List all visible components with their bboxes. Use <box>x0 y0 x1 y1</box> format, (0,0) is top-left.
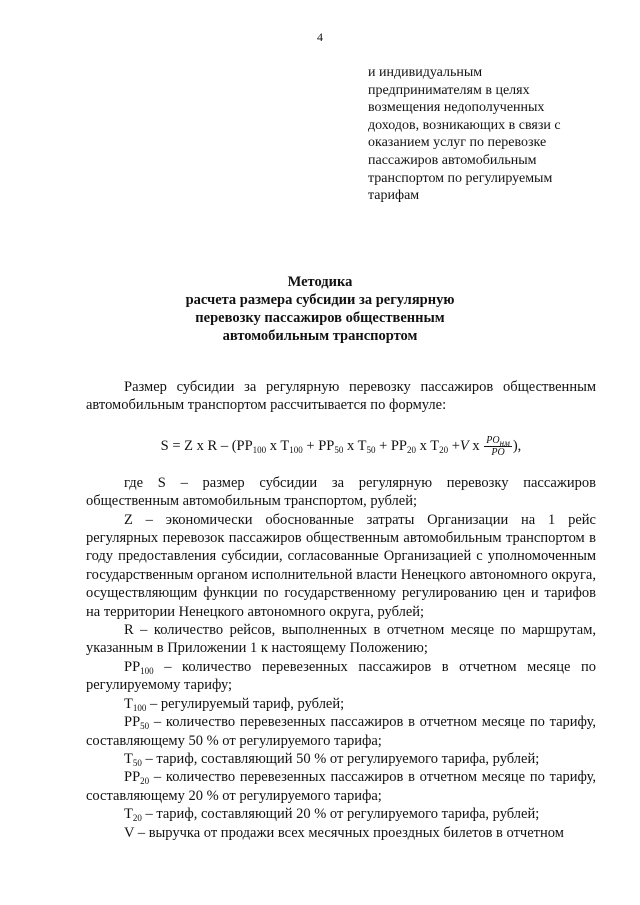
document-title <box>0 273 640 345</box>
formula-text: + <box>448 437 460 454</box>
symbol: T <box>124 695 133 712</box>
formula-variable-v: V <box>459 437 469 454</box>
formula-subscript: 50 <box>366 444 376 455</box>
numerator-text: PO <box>486 434 500 446</box>
symbol-subscript: 100 <box>140 665 154 676</box>
document-body <box>86 378 596 842</box>
numerator-subscript: нм <box>499 437 510 448</box>
formula-text: x T <box>266 437 290 454</box>
title-line: перевозку пассажиров общественным <box>195 310 445 326</box>
formula-text: ), <box>512 437 522 454</box>
formula-subscript: 100 <box>289 444 303 455</box>
formula-text: + PP <box>375 437 407 454</box>
symbol-subscript: 20 <box>140 776 150 787</box>
definition-text: – тариф, составляющий 50 % от регулируемого тарифа, рублей; <box>141 750 540 767</box>
symbol: PP <box>124 658 141 675</box>
definition-text: – количество перевезенных пассажиров в отчетном месяце по регулируемому тарифу; <box>86 658 596 694</box>
definition-text: – тариф, составляющий 20 % от регулируемого тарифа, рублей; <box>141 806 540 823</box>
symbol: T <box>124 750 133 767</box>
formula-text: x T <box>416 437 440 454</box>
header-line: тарифам <box>368 188 420 204</box>
symbol-subscript: 100 <box>132 702 147 713</box>
definition-text: – регулируемый тариф, рублей; <box>146 695 345 712</box>
header-line: возмещения недополученных <box>368 100 545 116</box>
definition-pp100 <box>86 658 596 695</box>
title-line: автомобильным транспортом <box>222 328 418 344</box>
symbol-subscript: 50 <box>140 721 150 732</box>
formula-text: + PP <box>302 437 335 454</box>
title-line: расчета размера субсидии за регулярную <box>185 292 455 308</box>
symbol: PP <box>124 714 141 731</box>
subsidy-formula <box>86 435 596 458</box>
definition-pp20 <box>86 768 596 805</box>
page-number: 4 <box>317 30 323 44</box>
definition-v: V – выручка от продажи всех месячных проездных билетов в отчетном <box>124 824 564 841</box>
formula-subscript: 20 <box>439 444 449 455</box>
symbol: T <box>124 806 133 823</box>
header-line: предпринимателям в целях <box>368 82 530 98</box>
fraction-numerator <box>484 435 512 447</box>
header-line: доходов, возникающих в связи с <box>368 117 561 133</box>
definition-z: Z – экономически обоснованные затраты Организации на 1 рейс регулярных перевозок пассажиров общественным автомобильным транспортом в году предоставления субсидии, согласованные Организацией с уполномоченным государственным органом исполнительной власти Ненецкого автономного округа, осуществляющим функции по государственному регулированию цен и тарифов на территории Ненецкого автономного округа, рублей; <box>86 511 596 620</box>
formula-subscript: 50 <box>334 444 344 455</box>
definition-text: – количество перевезенных пассажиров в отчетном месяце по тарифу, составляющему 20 % от регулируемого тарифа; <box>86 769 596 804</box>
formula-text: x <box>468 437 484 454</box>
formula-subscript: 100 <box>252 444 267 455</box>
header-line: оказанием услуг по перевозке <box>368 135 547 151</box>
header-line: транспортом по регулируемым <box>368 170 553 186</box>
title-line: Методика <box>287 274 353 290</box>
formula-text: S = Z x R – (PP <box>160 437 253 454</box>
definitions-list <box>86 474 596 842</box>
fraction-denominator: PO <box>491 446 505 458</box>
header-addressee-block <box>368 64 608 205</box>
formula-fraction <box>484 435 512 458</box>
definition-t100 <box>86 695 596 713</box>
definition-pp50 <box>86 713 596 750</box>
definition-r: R – количество рейсов, выполненных в отчетном месяце по маршрутам, указанным в Приложении 1 к настоящему Положению; <box>86 622 596 657</box>
symbol: PP <box>124 769 141 786</box>
definition-s: где S – размер субсидии за регулярную перевозку пассажиров общественным автомобильным транспортом, рублей; <box>86 474 596 510</box>
formula-subscript: 20 <box>407 444 416 455</box>
formula-text: x T <box>343 437 367 454</box>
header-line: пассажиров автомобильным <box>368 152 537 168</box>
definition-text: – количество перевезенных пассажиров в отчетном месяце по тарифу, составляющему 50 % от регулируемого тарифа; <box>86 714 596 749</box>
symbol-subscript: 50 <box>132 757 142 768</box>
intro-paragraph: Размер субсидии за регулярную перевозку пассажиров общественным автомобильным транспортом рассчитывается по формуле: <box>86 379 596 414</box>
definition-t20 <box>86 805 596 823</box>
symbol-subscript: 20 <box>132 813 142 824</box>
definition-t50 <box>86 750 596 768</box>
header-line: и индивидуальным <box>368 65 483 80</box>
